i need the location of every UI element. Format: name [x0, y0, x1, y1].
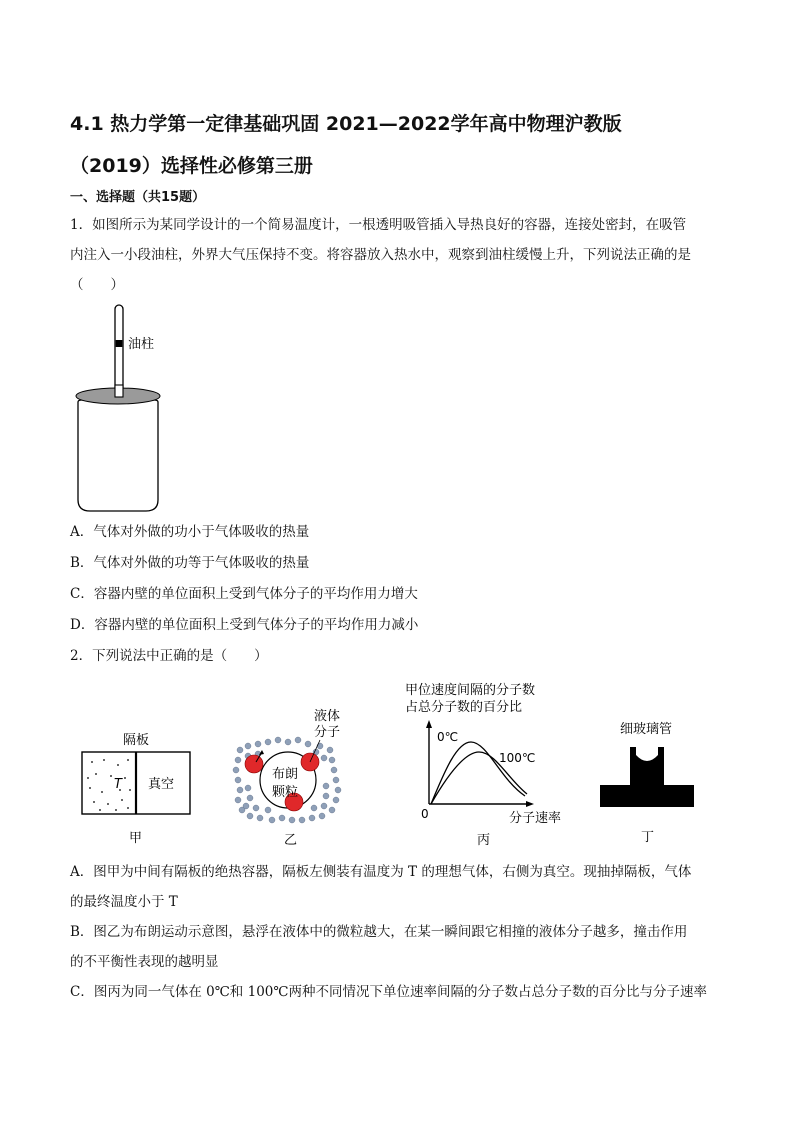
q1-thermometer-figure	[70, 300, 190, 515]
fig-jia-caption: 甲	[129, 831, 143, 846]
q2-option-b	[70, 917, 730, 977]
q1-option-d: D．容器内壁的单位面积上受到气体分子的平均作用力减小	[70, 617, 419, 633]
question-2-stem: 2．下列说法中正确的是（ ）	[70, 648, 268, 664]
fig-bing-ylabel-1: 甲位速度间隔的分子数	[405, 683, 536, 698]
q2-option-b-line-2: 的不平衡性表现的越明显	[70, 954, 219, 970]
fig-bing-distribution	[405, 680, 580, 850]
q1-stem-line-1: 1．如图所示为某同学设计的一个简易温度计，一根透明吸管插入导热良好的容器，连接处密封，在吸管	[70, 217, 687, 233]
q2-option-a-line-2: 的最终温度小于 T	[70, 894, 178, 910]
q1-option-a: A．气体对外做的功小于气体吸收的热量	[70, 524, 310, 540]
fig-ding-glass-tube	[596, 715, 701, 850]
oil-column	[116, 340, 123, 347]
q1-option-b: B．气体对外做的功等于气体吸收的热量	[70, 555, 310, 571]
q2-option-b-line-1: B．图乙为布朗运动示意图，悬浮在液体中的微粒越大，在某一瞬间跟它相撞的液体分子越多，撞击作用	[70, 924, 688, 940]
fig-jia-temperature-label: T	[114, 777, 122, 792]
oil-column-label: 油柱	[128, 337, 155, 352]
fig-yi-particle-label-1: 布朗	[272, 767, 299, 782]
fig-jia-partition-label: 隔板	[123, 733, 150, 748]
fig-bing-origin: 0	[421, 807, 429, 821]
document-title	[70, 103, 750, 187]
q2-option-c	[70, 977, 730, 1007]
jar-body	[78, 400, 158, 511]
q2-option-a	[70, 857, 730, 917]
fig-yi-molecule-red-1	[245, 755, 263, 773]
fig-bing-label-100c: 100℃	[499, 751, 536, 765]
fig-ding-label: 细玻璃管	[620, 722, 673, 737]
title-line-1: 4.1 热力学第一定律基础巩固 2021—2022学年高中物理沪教版	[70, 113, 622, 135]
fig-bing-ylabel-2: 占总分子数的百分比	[405, 700, 523, 715]
fig-yi-caption: 乙	[284, 833, 298, 848]
q2-option-c-line-1: C．图丙为同一气体在 0℃和 100℃两种不同情况下单位速率间隔的分子数占总分子数的百分比与分子速率	[70, 984, 707, 1000]
fig-yi-brownian	[228, 706, 358, 850]
fig-jia-vacuum-label: 真空	[148, 777, 175, 792]
fig-yi-liquid-label-1: 液体	[314, 709, 341, 724]
fig-ding-caption: 丁	[641, 830, 655, 845]
fig-bing-caption: 丙	[477, 833, 491, 848]
fig-bing-label-0c: 0℃	[437, 730, 459, 744]
section-heading: 一、选择题（共15题）	[70, 190, 206, 205]
question-1-stem	[70, 210, 730, 300]
title-line-2: （2019）选择性必修第三册	[70, 155, 313, 177]
q2-option-a-line-1: A．图甲为中间有隔板的绝热容器，隔板左侧装有温度为 T 的理想气体，右侧为真空。现抽掉隔板，气体	[70, 864, 692, 880]
fig-yi-liquid-label-2: 分子	[314, 725, 341, 740]
q1-stem-line-3: （ ）	[70, 277, 124, 293]
fig-jia-container	[78, 730, 198, 850]
fig-yi-particle-label-2: 颗粒	[272, 785, 299, 800]
q1-stem-line-2: 内注入一小段油柱，外界大气压保持不变。将容器放入热水中，观察到油柱缓慢上升，下列说法正确的是	[70, 247, 691, 263]
q1-option-c: C．容器内壁的单位面积上受到气体分子的平均作用力增大	[70, 586, 418, 602]
fig-bing-xlabel: 分子速率	[509, 811, 562, 826]
fig-ding-tube-shape	[600, 747, 694, 807]
